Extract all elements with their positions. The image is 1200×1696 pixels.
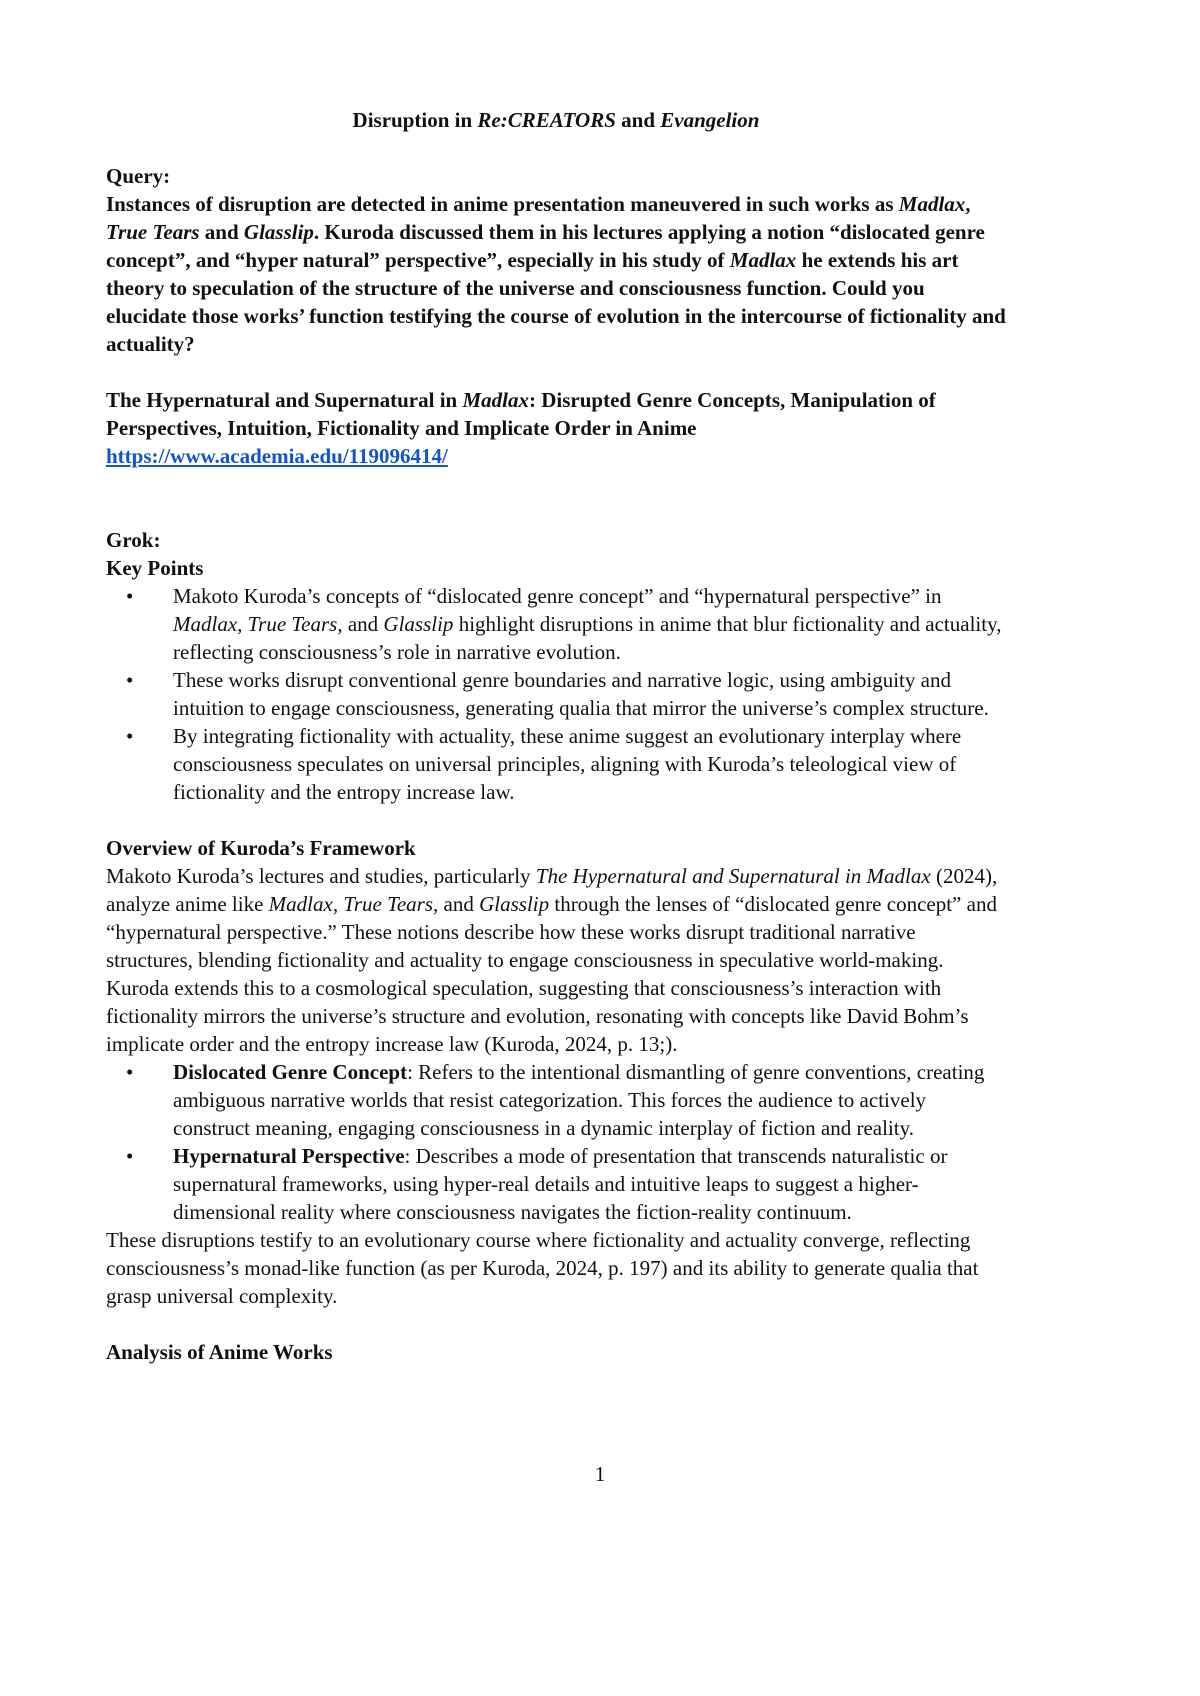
text-segment: True Tears xyxy=(343,892,434,916)
text-segment: . Kuroda discussed them in his lectures applying a notion “dislocated genre concept”, and “hyper natural” perspective”, especially in his study of xyxy=(106,220,985,272)
text-segment: Disruption in xyxy=(352,108,478,132)
text-segment: through the lenses of “dislocated genre concept” and “hypernatural perspective.” These notions describe how these works disrupt traditional narrative structures, blending fictionality and actuality to engage consciousness in speculative world-making. Kuroda extends this to a cosmological speculation, suggesting that consciousness’s interaction with fictionality mirrors the universe’s structure and evolution, resonating with concepts like David Bohm’s implicate order and the entropy increase law (Kuroda, 2024, p. 13;). xyxy=(106,892,997,1056)
query-label: Query: xyxy=(106,164,171,188)
text-segment: highlight disruptions in anime that blur fictionality and actuality, reflecting consciousness’s role in narrative evolution. xyxy=(173,612,1002,664)
query-text xyxy=(106,190,1006,358)
text-segment: Madlax xyxy=(729,248,797,272)
text-segment: The Hypernatural and Supernatural in Madlax xyxy=(535,864,931,888)
reference-title xyxy=(106,386,1006,442)
list-item xyxy=(106,1142,1006,1226)
text-segment: Hypernatural Perspective xyxy=(173,1144,405,1168)
text-segment: Makoto Kuroda’s lectures and studies, particularly xyxy=(106,864,536,888)
text-segment: Madlax xyxy=(173,612,238,636)
text-segment: Dislocated Genre Concept xyxy=(173,1060,408,1084)
text-segment: : Describes a mode of presentation that transcends naturalistic or supernatural frameworks, using hyper-real details and intuitive leaps to suggest a higher-dimensional reality where consciousness navigates the fiction-reality continuum. xyxy=(173,1144,948,1224)
text-segment: These disruptions testify to an evolutionary course where fictionality and actuality converge, reflecting consciousness’s monad-like function (as per Kuroda, 2024, p. 197) and its ability to generate qualia that grasp universal complexity. xyxy=(106,1228,979,1308)
list-item xyxy=(106,722,1006,806)
text-segment: Madlax xyxy=(268,892,333,916)
text-segment: he extends his art theory to speculation of the structure of the universe and consciousness function. Could you elucidate those works’ function testifying the course of evolution in the intercourse of fictionality and actuality? xyxy=(106,248,1006,356)
text-segment: , xyxy=(965,192,971,216)
grok-label: Grok: xyxy=(106,528,161,552)
document-title xyxy=(106,106,1006,134)
text-segment: True Tears xyxy=(247,612,338,636)
text-segment: The Hypernatural and Supernatural in xyxy=(106,388,463,412)
text-segment: Glasslip xyxy=(383,612,454,636)
bullet-icon: • xyxy=(126,1060,134,1084)
text-segment: By integrating fictionality with actuality, these anime suggest an evolutionary interplay where consciousness speculates on universal principles, aligning with Kuroda’s teleological view of fictionality and the entropy increase law. xyxy=(173,724,962,804)
page-number: 1 xyxy=(594,1462,606,1486)
text-segment: Madlax xyxy=(898,192,966,216)
text-segment: : Refers to the intentional dismantling of genre conventions, creating ambiguous narrative worlds that resist categorization. This forces the audience to actively construct meaning, engaging consciousness in a dynamic interplay of fiction and reality. xyxy=(173,1060,985,1140)
text-segment: These works disrupt conventional genre boundaries and narrative logic, using ambiguity and intuition to engage consciousness, generating qualia that mirror the universe’s complex structure. xyxy=(173,668,989,720)
bullet-icon: • xyxy=(126,584,134,608)
document-page xyxy=(106,106,1006,1366)
key-points-heading: Key Points xyxy=(106,556,204,580)
text-segment: , xyxy=(237,612,248,636)
text-segment: , xyxy=(332,892,344,916)
list-item xyxy=(106,1058,1006,1142)
text-segment: Evangelion xyxy=(660,108,760,132)
overview-paragraph xyxy=(106,862,1006,1058)
text-segment: Glasslip xyxy=(243,220,314,244)
reference-link[interactable]: https://www.academia.edu/119096414/ xyxy=(106,444,448,468)
conclusion-paragraph xyxy=(106,1226,1006,1310)
text-segment: True Tears xyxy=(106,220,200,244)
analysis-heading: Analysis of Anime Works xyxy=(106,1340,333,1364)
text-segment: , and xyxy=(433,892,480,916)
text-segment: Makoto Kuroda’s concepts of “dislocated genre concept” and “hypernatural perspective” in xyxy=(173,584,942,608)
text-segment: Madlax xyxy=(462,388,529,412)
text-segment: Glasslip xyxy=(479,892,550,916)
text-segment: and xyxy=(199,220,244,244)
text-segment: Instances of disruption are detected in anime presentation maneuvered in such works as xyxy=(106,192,899,216)
bullet-icon: • xyxy=(126,1144,134,1168)
text-segment: (2024), analyze anime like xyxy=(106,864,998,916)
text-segment: : Disrupted Genre Concepts, Manipulation of Perspectives, Intuition, Fictionality and Implicate Order in Anime xyxy=(106,388,936,440)
list-item xyxy=(106,666,1006,722)
list-item xyxy=(106,582,1006,666)
text-segment: , and xyxy=(337,612,384,636)
overview-heading: Overview of Kuroda’s Framework xyxy=(106,836,416,860)
text-segment: Re:CREATORS xyxy=(477,108,616,132)
bullet-icon: • xyxy=(126,668,134,692)
text-segment: and xyxy=(615,108,661,132)
key-points-list xyxy=(106,582,1006,806)
bullet-icon: • xyxy=(126,724,134,748)
concepts-list xyxy=(106,1058,1006,1226)
